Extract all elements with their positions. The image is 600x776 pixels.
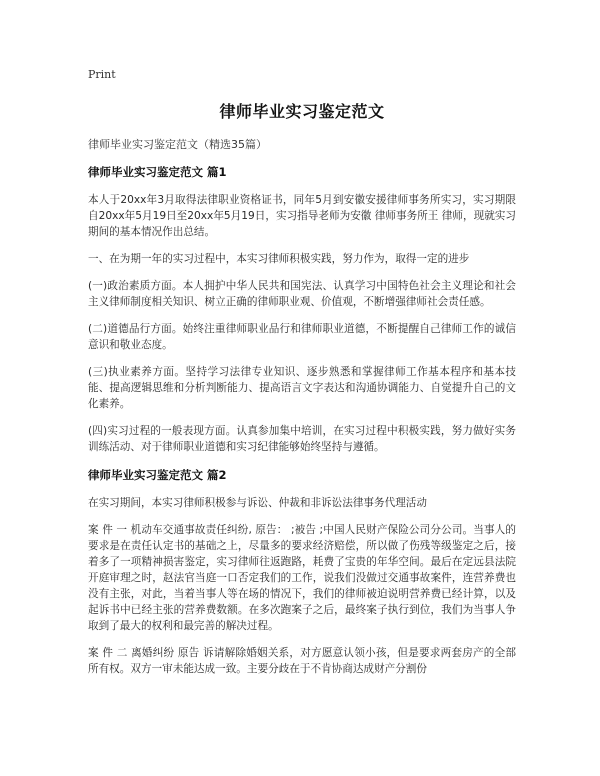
document-subtitle: 律师毕业实习鉴定范文（精选35篇）	[88, 138, 267, 151]
document-page	[88, 68, 516, 688]
case-paragraph: 案 件 一 机动车交通事故责任纠纷, 原告： ;被告 ;中国人民财产保险公司分公司。当事人的要求是在责任认定书的基础之上，尽量多的要求经济赔偿，所以做了伤残等级鉴定之后，接着多了一项精神损害鉴定，实习律师往返跑路，耗费了宝贵的年华空间。最后在定远县法院开庭审理之时，赵法官当庭一口否定我们的工作，说我们没做过交通事故案件，连营养费也没有主张，对此，当着当事人等在场的情况下，我们的律师被迫说明营养费已经计算，以及起诉书中已经主张的营养费数额。在多次跑案子之后，最终案子执行到位，我们为当事人争取到了最大的权利和最完善的解决过程。	[88, 524, 516, 632]
paragraph: (四)实习过程的一般表现方面。认真参加集中培训，在实习过程中积极实践，努力做好实务训练活动、对于律师职业道德和实习纪律能够始终坚持与遵循。	[88, 425, 516, 453]
paragraph: 一、在为期一年的实习过程中，本实习律师积极实践，努力作为，取得一定的进步	[88, 253, 470, 265]
paragraph: 本人于20xx年3月取得法律职业资格证书，同年5月到安徽安援律师事务所实习，实习期限自20xx年5月19日至20xx年5月19日，实习指导老师为安徽 律师事务所王 律师，现就实习期间的基本情况作出总结。	[88, 194, 516, 238]
paragraph: (一)政治素质方面。本人拥护中华人民共和国宪法、认真学习中国特色社会主义理论和社会主义律师制度相关知识、树立正确的律师职业观、价值观，不断增强律师社会责任感。	[88, 280, 516, 308]
paragraph: 在实习期间，本实习律师积极参与诉讼、仲裁和非诉讼法律事务代理活动	[88, 497, 427, 509]
paragraph: (三)执业素养方面。坚持学习法律专业知识、逐步熟悉和掌握律师工作基本程序和基本技能、提高逻辑思维和分析判断能力、提高语言文字表达和沟通协调能力、自觉提升自己的文化素养。	[88, 366, 516, 410]
print-link[interactable]: Print	[88, 68, 116, 81]
case-paragraph: 案 件 二 离婚纠纷 原告 诉请解除婚姻关系，对方愿意认领小孩，但是要求两套房产的全部所有权。双方一审未能达成一致。主要分歧在于不肯协商达成财产分割份	[88, 647, 516, 675]
paragraph: (二)道德品行方面。始终注重律师职业品行和律师职业道德，不断提醒自己律师工作的诚信意识和敬业态度。	[88, 323, 516, 351]
section-heading-2: 律师毕业实习鉴定范文 篇2	[88, 468, 227, 482]
page-title: 律师毕业实习鉴定范文	[219, 102, 385, 121]
section-heading-1: 律师毕业实习鉴定范文 篇1	[88, 165, 227, 179]
